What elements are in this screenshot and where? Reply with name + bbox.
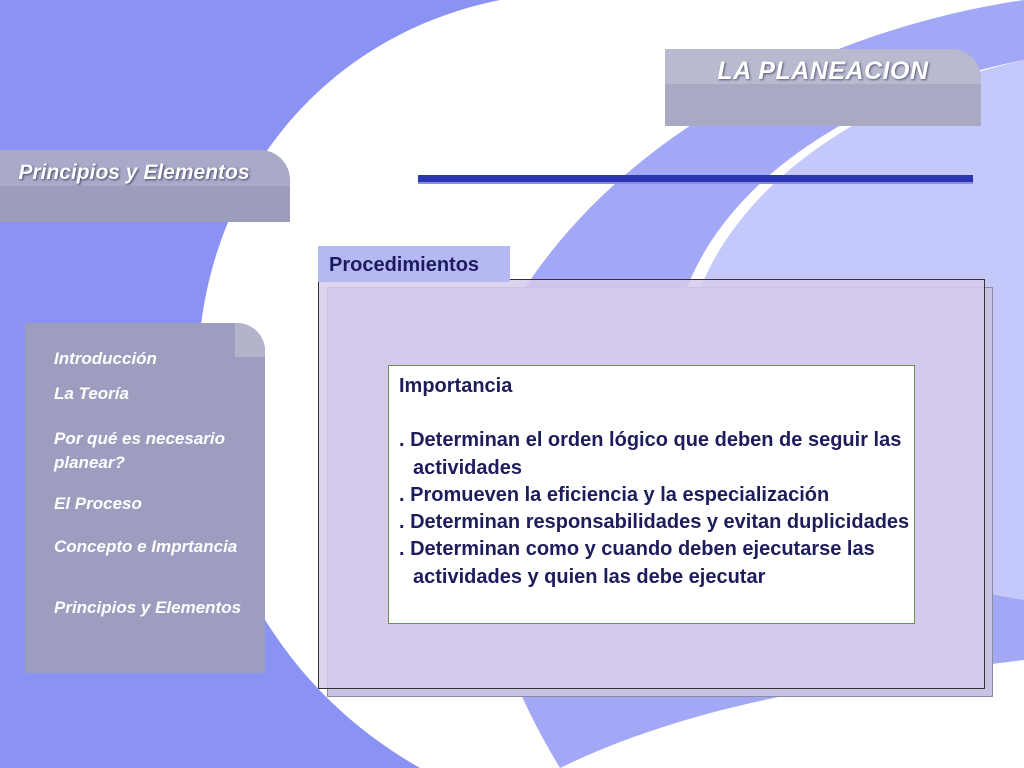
bullet-item: . Determinan como y cuando deben ejecutarse las actividades y quien las debe ejecutar [399,538,875,588]
section-title: Principios y Elementos [18,161,250,184]
section-tab-shade [0,186,290,222]
nav-item-introduccion[interactable]: Introducción [54,349,157,368]
importancia-box [388,365,915,624]
procedimientos-label: Procedimientos [318,246,510,282]
title-divider [418,175,973,184]
nav-item-concepto-importancia[interactable]: Concepto e Imprtancia [54,537,238,556]
nav-item-el-proceso[interactable]: El Proceso [54,494,142,513]
page-title: LA PLANEACION [717,57,929,85]
importancia-heading: Importancia [399,375,513,397]
section-tab [0,150,290,222]
nav-panel [25,323,265,673]
nav-item-por-que-planear[interactable]: Por qué es necesario planear? [54,429,226,472]
bullet-item: . Determinan el orden lógico que deben de seguir las actividades [399,429,902,479]
title-tab-shade [665,84,981,126]
title-tab [665,49,981,126]
bullet-item: . Determinan responsabilidades y evitan duplicidades [399,511,910,534]
nav-item-la-teoria[interactable]: La Teoría [54,384,129,403]
bullet-item: . Promueven la eficiencia y la especialización [399,483,830,506]
nav-item-principios-elementos[interactable]: Principios y Elementos [54,598,242,617]
